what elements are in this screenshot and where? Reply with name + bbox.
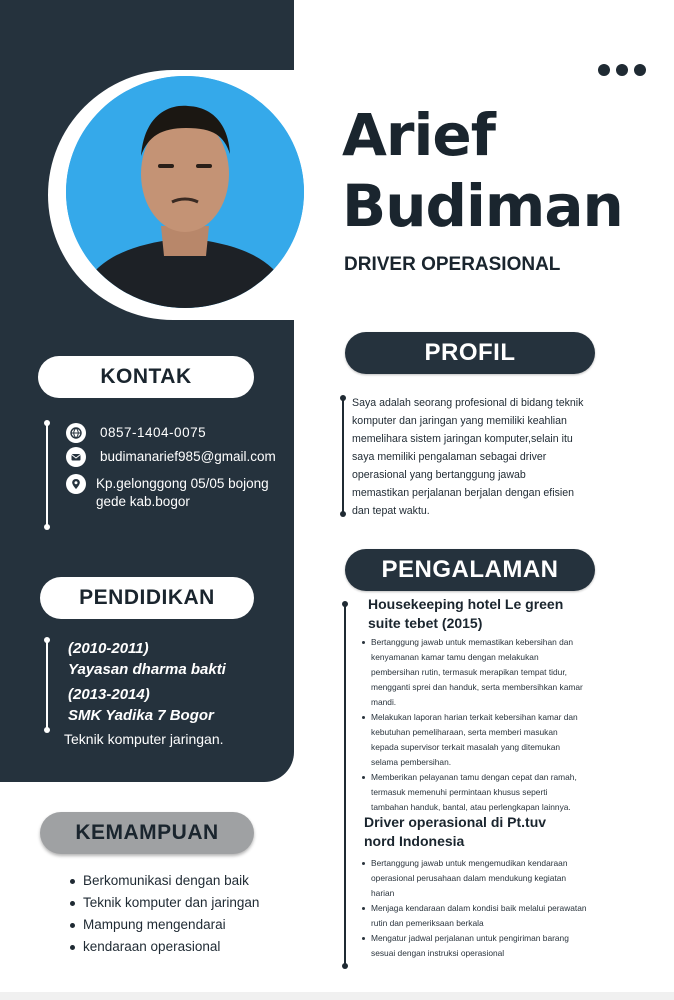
list-item: Mampung mengendarai [70, 914, 300, 936]
skills-heading: KEMAMPUAN [40, 812, 254, 854]
profile-divider-line [342, 398, 344, 514]
skills-list [70, 870, 300, 958]
full-name [342, 100, 662, 242]
job-title-housekeeping: Housekeeping hotel Le green suite tebet (2015) [368, 596, 564, 631]
contact-address [96, 474, 269, 511]
profile-paragraph: Saya adalah seorang profesional di bidang teknik komputer dan jaringan yang memiliki keahlian memelihara sistem jaringan komputer,selain itu saya memiliki pengalaman sebagai driver operasional yang bertanggung jawab memastikan perjalanan berjalan dengan efisien dan tepat waktu. [352, 397, 584, 517]
education-divider-line [46, 640, 48, 730]
education-school: SMK Yadika 7 Bogor [68, 707, 214, 724]
profile-photo [66, 76, 304, 308]
list-item: Memberikan pelayanan tamu dengan cepat dan ramah, termasuk memenuhi permintaan khusus seperti tambahan handuk, bantal, atau perlengkapan lainnya. [362, 770, 620, 815]
location-pin-icon [66, 474, 86, 494]
education-years: (2013-2014) [68, 686, 150, 703]
job-title-driver: Driver operasional di Pt.tuv nord Indonesia [364, 814, 547, 849]
person-portrait-icon [66, 76, 304, 308]
job-bullets-housekeeping [362, 635, 620, 815]
phone-icon [66, 423, 86, 443]
education-item-2 [68, 684, 214, 726]
education-school: Yayasan dharma bakti [68, 661, 226, 678]
list-item: Bertanggung jawab untuk memastikan kebersihan dan kenyamanan kamar tamu dengan melakukan pembersihan rutin, termasuk merapikan tempat tidur, mengganti sprei dan handuk, serta membersihkan kamar mandi. [362, 635, 620, 710]
list-item: Mengatur jadwal perjalanan untuk pengiriman barang sesuai dengan instruksi operasional [362, 931, 620, 961]
profile-heading: PROFIL [345, 332, 595, 374]
list-item: Teknik komputer dan jaringan [70, 892, 300, 914]
job-title: DRIVER OPERASIONAL [344, 254, 561, 275]
contact-email-row [66, 447, 276, 467]
contact-email[interactable]: budimanarief985@gmail.com [100, 449, 276, 464]
experience-divider-line [344, 604, 346, 966]
contact-address-row [66, 474, 269, 511]
education-years: (2010-2011) [68, 640, 149, 657]
more-options-icon[interactable] [598, 64, 646, 76]
list-item-continuation: kendaraan operasional [70, 936, 300, 958]
job-bullets-driver [362, 856, 620, 961]
experience-heading: PENGALAMAN [345, 549, 595, 591]
contact-heading: KONTAK [38, 356, 254, 398]
address-line-1: Kp.gelonggong 05/05 bojong [96, 476, 269, 491]
mail-icon [66, 447, 86, 467]
list-item: Menjaga kendaraan dalam kondisi baik melalui perawatan rutin dan pemeriksaan berkala [362, 901, 620, 931]
page-bottom-edge [0, 992, 674, 1000]
contact-divider-line [46, 423, 48, 527]
education-heading: PENDIDIKAN [40, 577, 254, 619]
list-item: Melakukan laporan harian terkait kebersihan kamar dan kebutuhan pemeliharaan, serta memberi masukan kepada supervisor terkait masalah yang ditemukan selama pembersihan. [362, 710, 620, 770]
education-note: Teknik komputer jaringan. [64, 731, 224, 747]
list-item: Bertanggung jawab untuk mengemudikan kendaraan operasional perusahaan dalam mendukung kegiatan harian [362, 856, 620, 901]
contact-phone-row [66, 423, 206, 443]
education-item-1 [68, 638, 226, 680]
name-first: Arief [342, 101, 495, 169]
name-last: Budiman [342, 171, 623, 240]
contact-phone[interactable]: 0857-1404-0075 [100, 425, 207, 440]
list-item: Berkomunikasi dengan baik [70, 870, 300, 892]
address-line-2: gede kab.bogor [96, 494, 190, 509]
